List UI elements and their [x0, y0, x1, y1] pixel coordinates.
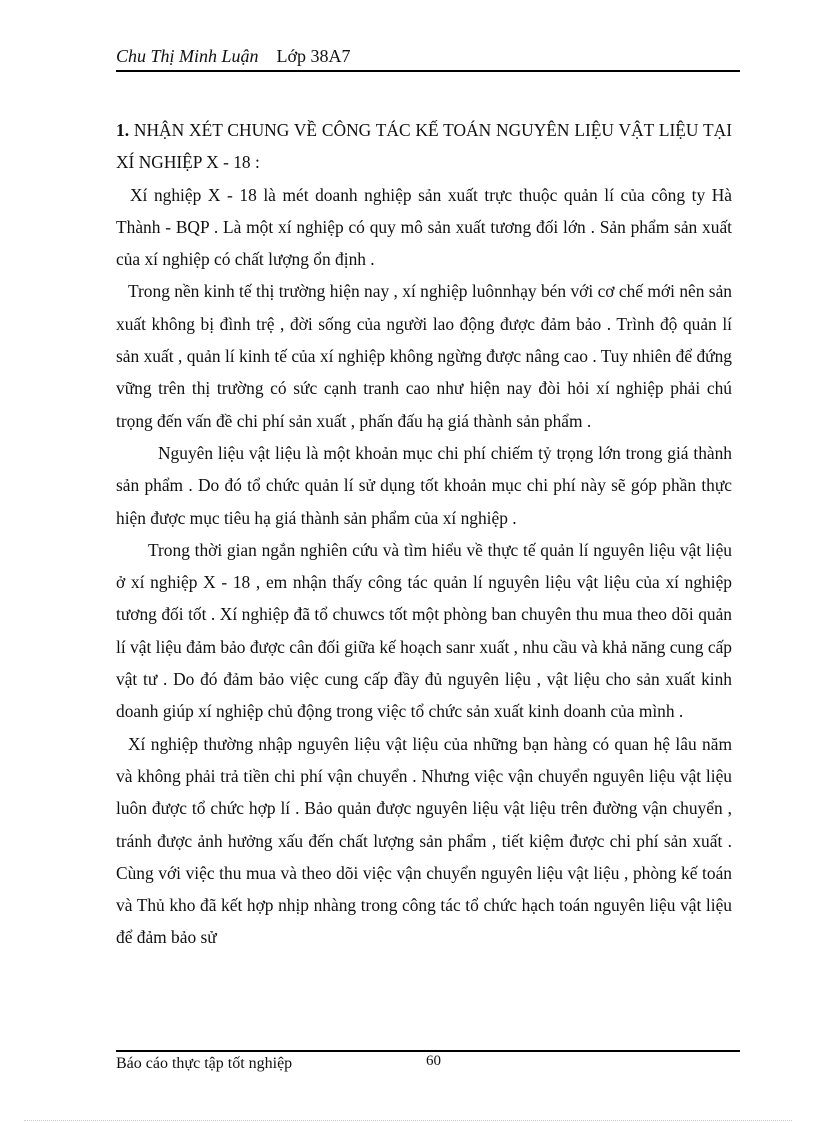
- page-header: [116, 46, 740, 67]
- header-rule: [116, 70, 740, 72]
- paragraph: Xí nghiệp thường nhập nguyên liệu vật liệu của những bạn hàng có quan hệ lâu năm và không phải trả tiền chi phí vận chuyển . Nhưng việc vận chuyển nguyên liệu vật liệu luôn được tổ chức hợp lí . Bảo quản được nguyên liệu vật liệu trên đường vận chuyển , tránh được ảnh hưởng xấu đến chất lượng sản phẩm , tiết kiệm được chi phí sản xuất . Cùng với việc thu mua và theo dõi việc vận chuyển nguyên liệu vật liệu , phòng kế toán và Thủ kho đã kết hợp nhịp nhàng trong công tác tổ chức hạch toán nguyên liệu vật liệu để đảm bảo sử: [116, 733, 732, 948]
- paragraph: Trong thời gian ngắn nghiên cứu và tìm hiểu về thực tế quản lí nguyên liệu vật liệu ở xí nghiệp X - 18 , em nhận thấy công tác quản lí nguyên liệu vật liệu của xí nghiệp tương đối tốt . Xí nghiệp đã tổ chuwcs tốt một phòng ban chuyên thu mua theo dõi quản lí vật liệu đảm bảo được cân đối giữa kế hoạch sanr xuất , nhu cầu và khả năng cung cấp vật tư . Do đó đảm bảo việc cung cấp đầy đủ nguyên liệu , vật liệu cho sản xuất kinh doanh giúp xí nghiệp chủ động trong việc tổ chức sản xuất kinh doanh của mình .: [116, 539, 732, 722]
- section-heading: [116, 114, 732, 179]
- paragraph: Trong nền kinh tế thị trường hiện nay , xí nghiệp luônnhạy bén với cơ chế mới nên sản xuất không bị đình trệ , đời sống của người lao động được đảm bảo . Trình độ quản lí sản xuất , quản lí kinh tế của xí nghiệp không ngừng được nâng cao . Tuy nhiên để đứng vững trên thị trường có sức cạnh tranh cao như hiện nay đòi hỏi xí nghiệp phải chú trọng đến vấn đề chi phí sản xuất , phấn đấu hạ giá thành sản phẩm .: [116, 281, 732, 431]
- paragraph: Nguyên liệu vật liệu là một khoản mục chi phí chiếm tỷ trọng lớn trong giá thành sản phẩm . Do đó tổ chức quản lí sử dụng tốt khoản mục chi phí này sẽ góp phần thực hiện được mục tiêu hạ giá thành sản phẩm của xí nghiệp .: [116, 442, 732, 528]
- footer-rule: [116, 1050, 740, 1052]
- page-edge-divider: [24, 1120, 792, 1121]
- page-number: 60: [426, 1053, 441, 1069]
- header-author: Chu Thị Minh Luận: [116, 46, 259, 66]
- header-class: Lớp 38A7: [276, 46, 351, 66]
- footer-text: Báo cáo thực tập tốt nghiệp: [116, 1055, 293, 1072]
- document-body: [116, 114, 732, 954]
- section-number: 1.: [116, 120, 130, 140]
- paragraph: Xí nghiệp X - 18 là mét doanh nghiệp sản xuất trực thuộc quản lí của công ty Hà Thành - BQP . Là một xí nghiệp có quy mô sản xuất tương đối lớn . Sản phẩm sản xuất của xí nghiệp có chất lượng ổn định .: [116, 184, 732, 270]
- section-title: NHẬN XÉT CHUNG VỀ CÔNG TÁC KẾ TOÁN NGUYÊN LIỆU VẬT LIỆU TẠI XÍ NGHIỆP X - 18 :: [116, 120, 732, 173]
